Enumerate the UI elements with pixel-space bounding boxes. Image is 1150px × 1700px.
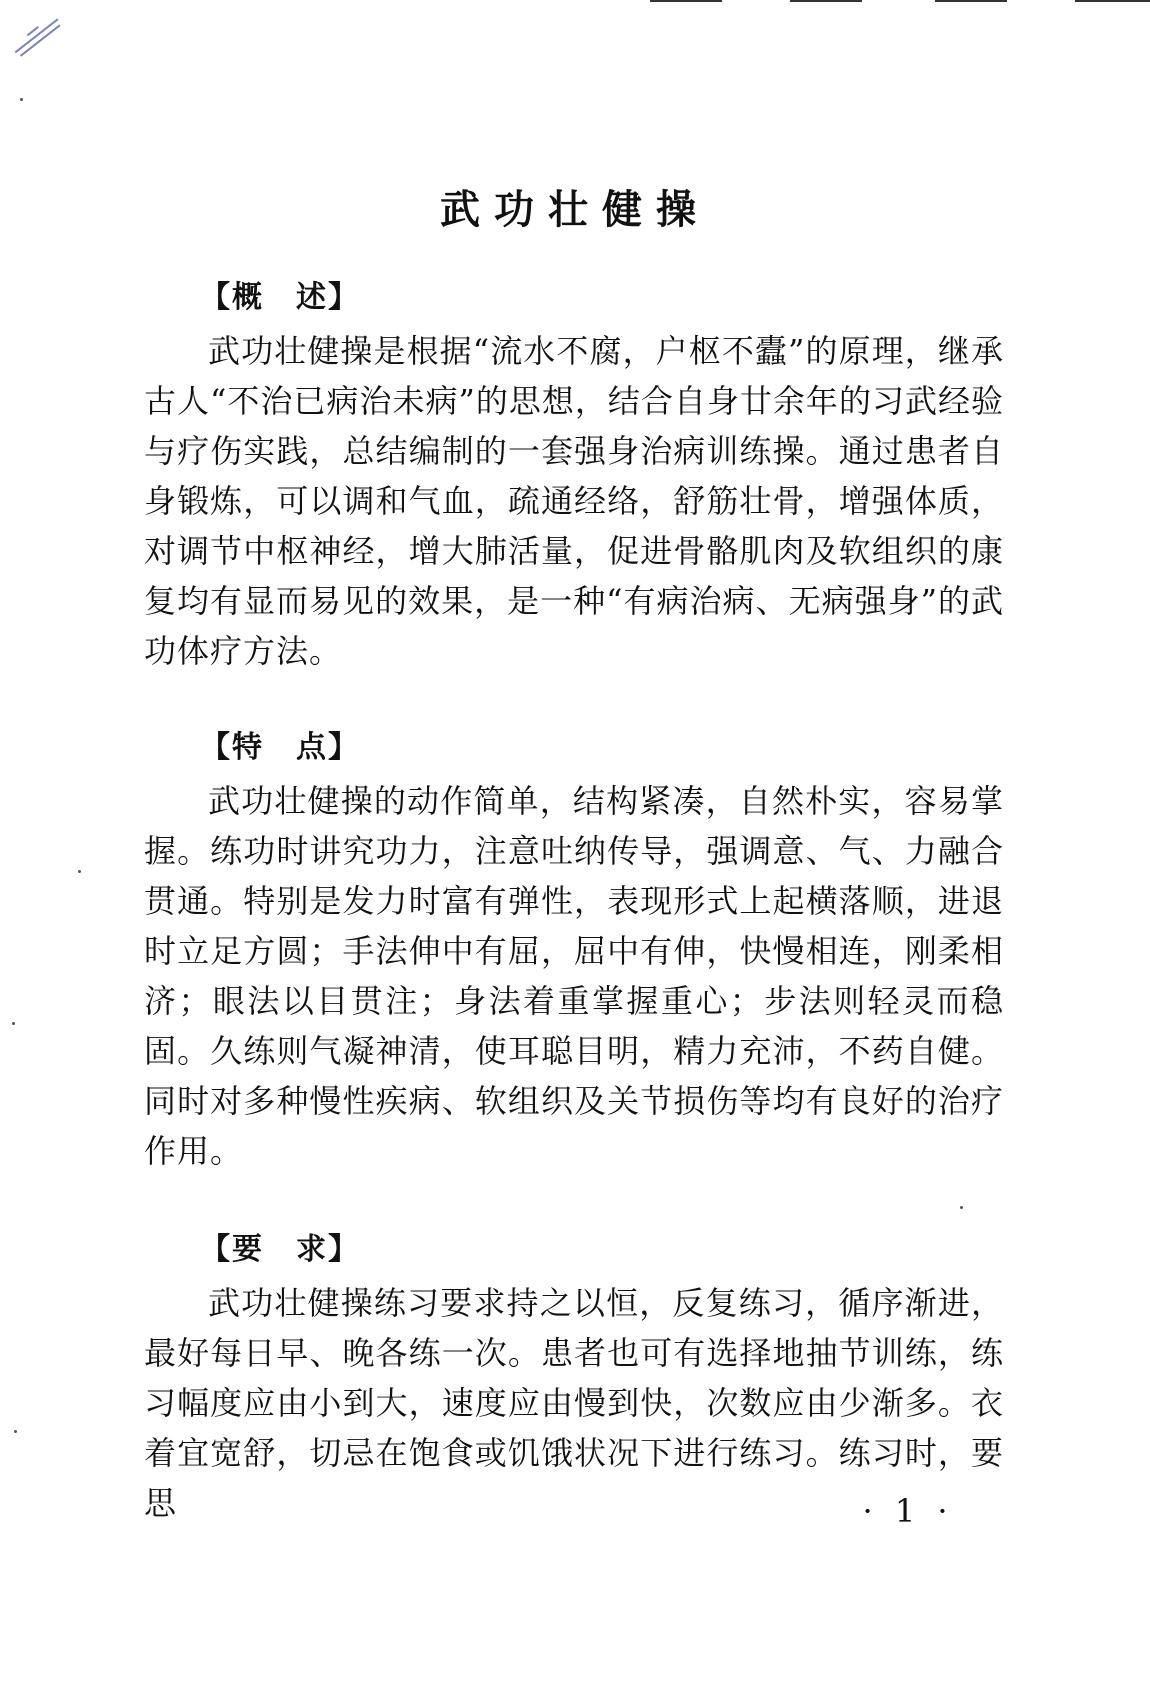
section-overview	[144, 278, 1004, 676]
section-heading-features: 【特 点】	[200, 730, 360, 765]
section-features	[144, 728, 1004, 1176]
section-body-features: 武功壮健操的动作简单，结构紧凑，自然朴实，容易掌握。练功时讲究功力，注意吐纳传导，强调意、气、力融合贯通。特别是发力时富有弹性，表现形式上起横落顺，进退时立足方圆；手法伸中有屈，屈中有伸，快慢相连，刚柔相济；眼法以目贯注；身法着重掌握重心；步法则轻灵而稳固。久练则气凝神清，使耳聪目明，精力充沛，不药自健。同时对多种慢性疾病、软组织及关节损伤等均有良好的治疗作用。	[144, 782, 1004, 1170]
section-requirements	[144, 1230, 1004, 1528]
top-rule-3	[935, 0, 1007, 2]
top-rule-1	[650, 0, 722, 2]
scan-speck	[14, 1430, 17, 1433]
top-rule-2	[790, 0, 862, 2]
scan-speck	[20, 98, 23, 101]
section-heading-requirements: 【要 求】	[200, 1232, 360, 1267]
page-title: 武功壮健操	[440, 186, 710, 233]
scan-speck	[12, 1022, 15, 1025]
section-heading-overview: 【概 述】	[200, 280, 360, 315]
section-body-requirements: 武功壮健操练习要求持之以恒，反复练习，循序渐进，最好每日早、晚各练一次。患者也可有选择地抽节训练，练习幅度应由小到大，速度应由慢到快，次数应由少渐多。衣着宜宽舒，切忌在饱食或饥饿状况下进行练习。练习时，要思	[144, 1284, 1004, 1522]
scan-speck	[78, 870, 81, 873]
page-number: · 1 ·	[862, 1492, 954, 1530]
scan-speck	[960, 1206, 963, 1209]
section-body-overview: 武功壮健操是根据“流水不腐，户枢不蠹”的原理，继承古人“不治已病治未病”的思想，结合自身廿余年的习武经验与疗伤实践，总结编制的一套强身治病训练操。通过患者自身锻炼，可以调和气血，疏通经络，舒筋壮骨，增强体质，对调节中枢神经，增大肺活量，促进骨骼肌肉及软组织的康复均有显而易见的效果，是一种“有病治病、无病强身”的武功体疗方法。	[144, 332, 1004, 670]
top-rule-4	[1075, 0, 1150, 2]
library-stamp-icon	[4, 4, 74, 74]
